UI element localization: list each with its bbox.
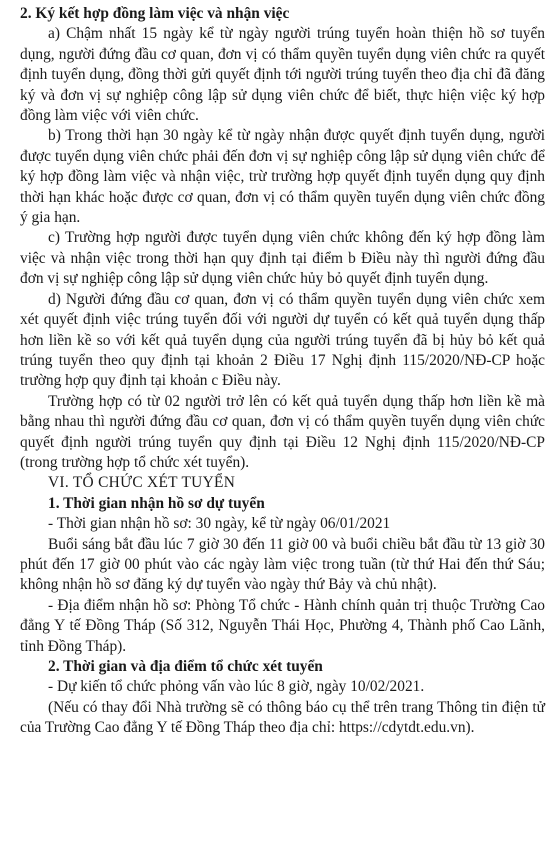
paragraph-a: a) Chậm nhất 15 ngày kể từ ngày người trúng tuyển hoàn thiện hồ sơ tuyển dụng, người đứng đầu cơ quan, đơn vị có thẩm quyền tuyển dụng viên chức ra quyết định tuyển dụng, đồng thời gửi quyết định tới người trúng tuyển theo địa chỉ đã đăng ký và đơn vị sự nghiệp công lập sử dụng viên chức để biết, thực hiện việc ký hợp đồng làm việc với viên chức. bbox=[20, 25, 545, 125]
section-6-title: VI. TỔ CHỨC XÉT TUYỂN bbox=[48, 474, 236, 492]
receipt-period: - Thời gian nhận hồ sơ: 30 ngày, kể từ ngày 06/01/2021 bbox=[48, 515, 391, 533]
paragraph-c: c) Trường hợp người được tuyển dụng viên chức không đến ký hợp đồng làm việc và nhận việc trong thời hạn quy định tại điểm b Điều này thì người đứng đầu đơn vị sự nghiệp công lập sử dụng viên chức hủy bỏ quyết định tuyển dụng. bbox=[20, 229, 545, 288]
paragraph-d: d) Người đứng đầu cơ quan, đơn vị có thẩm quyền tuyển dụng viên chức xem xét quyết định việc trúng tuyển đối với người dự tuyển có kết quả tuyển dụng thấp hơn liền kề so với kết quả tuyển dụng của người trúng tuyển đã bị hủy bỏ kết quả trúng tuyển theo quy định tại khoản 2 Điều 17 Nghị định 115/2020/NĐ-CP hoặc trường hợp quy định tại khoản c Điều này. bbox=[20, 290, 545, 390]
change-notice: (Nếu có thay đổi Nhà trường sẽ có thông báo cụ thể trên trang Thông tin điện tử của Trường Cao đẳng Y tế Đồng Tháp theo địa chỉ: https://cdytdt.edu.vn). bbox=[20, 698, 545, 737]
subsection-1-heading: 1. Thời gian nhận hồ sơ dự tuyển bbox=[48, 494, 265, 512]
interview-date: - Dự kiến tổ chức phỏng vấn vào lúc 8 giờ, ngày 10/02/2021. bbox=[48, 678, 425, 696]
paragraph-tie-case: Trường hợp có từ 02 người trở lên có kết quả tuyển dụng thấp hơn liền kề mà bằng nhau thì người đứng đầu cơ quan, đơn vị có thẩm quyền tuyển dụng viên chức quyết định người trúng tuyển quy định tại Điều 12 Nghị định 115/2020/NĐ-CP (trong trường hợp tổ chức xét tuyển). bbox=[20, 392, 545, 471]
section-2-heading: 2. Ký kết hợp đồng làm việc và nhận việc bbox=[20, 5, 290, 22]
receipt-location: - Địa điểm nhận hồ sơ: Phòng Tổ chức - Hành chính quản trị thuộc Trường Cao đẳng Y tế Đồng Tháp (Số 312, Nguyễn Thái Học, Phường 4, Thành phố Cao Lãnh, tỉnh Đồng Tháp). bbox=[20, 596, 545, 655]
subsection-2-heading: 2. Thời gian và địa điểm tổ chức xét tuyển bbox=[48, 658, 323, 675]
working-hours: Buổi sáng bắt đầu lúc 7 giờ 30 đến 11 giờ 00 và buổi chiều bắt đầu từ 13 giờ 30 phút đến 17 giờ 00 phút vào các ngày làm việc trong tuần (từ thứ Hai đến thứ Sáu; không nhận hồ sơ đăng ký dự tuyển vào ngày thứ Bảy và chủ nhật). bbox=[20, 535, 545, 594]
paragraph-b: b) Trong thời hạn 30 ngày kể từ ngày nhận được quyết định tuyển dụng, người được tuyển dụng viên chức phải đến đơn vị sự nghiệp công lập sử dụng viên chức để ký hợp đồng làm việc và nhận việc, trừ trường hợp quyết định tuyển dụng quy định thời hạn khác hoặc được cơ quan, đơn vị có thẩm quyền tuyển dụng viên chức đồng ý gia hạn. bbox=[20, 127, 545, 227]
